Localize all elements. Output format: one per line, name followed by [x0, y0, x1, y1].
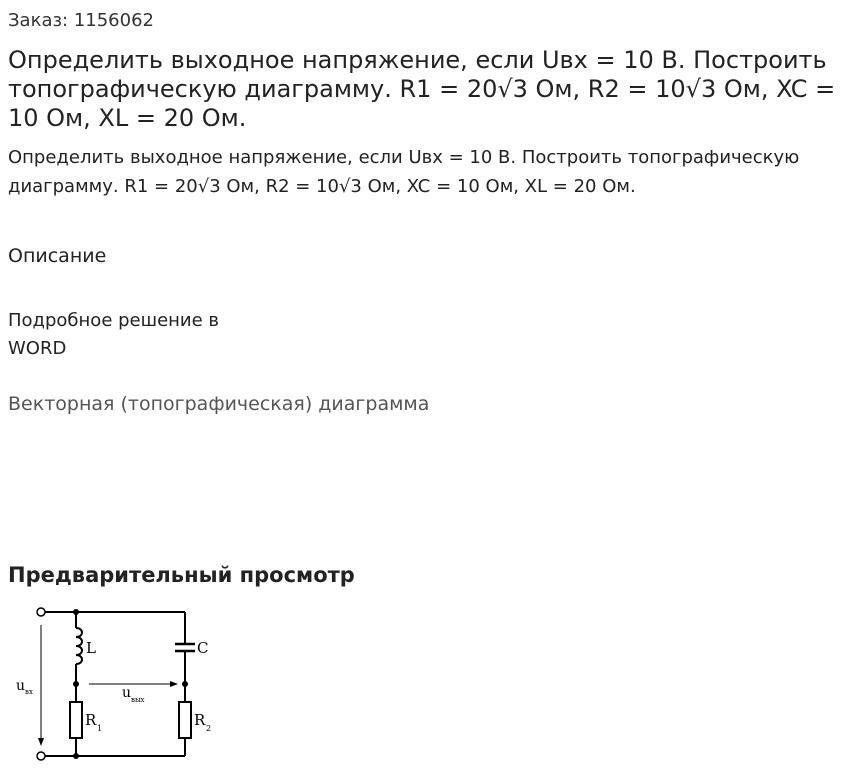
- label-R2-sub: 2: [206, 724, 212, 733]
- inductor-L: [76, 628, 82, 664]
- label-uin: u: [16, 678, 26, 694]
- junction-mid-right: [182, 681, 188, 687]
- label-uout: u: [122, 685, 132, 701]
- junction-top-left: [73, 609, 79, 615]
- solution-note: Подробное решение в WORD: [8, 310, 220, 359]
- order-number: Заказ: 1156062: [8, 10, 154, 31]
- preview-heading: Предварительный просмотр: [8, 563, 355, 587]
- label-R1: R: [85, 711, 97, 729]
- vector-diagram-link[interactable]: Векторная (топографическая) диаграмма: [8, 393, 430, 415]
- input-voltage-arrowhead: [38, 738, 44, 746]
- label-L: L: [86, 639, 96, 657]
- description-section-label: Описание: [8, 245, 107, 267]
- input-terminal-bottom: [37, 752, 45, 760]
- resistor-R2: [179, 702, 191, 738]
- resistor-R1: [70, 702, 82, 738]
- junction-mid-left: [73, 681, 79, 687]
- label-uout-sub: вых: [131, 696, 145, 704]
- label-C: C: [197, 639, 209, 657]
- label-R1-sub: 1: [97, 724, 103, 733]
- label-R2: R: [194, 711, 206, 729]
- output-voltage-arrowhead: [170, 681, 178, 687]
- label-uin-sub: вх: [25, 688, 33, 696]
- page-title: Определить выходное напряжение, если Uвх = 10 В. Построить топографическую диаграмму. R1 = 20√3 Ом, R2 = 10√3 Ом, XC = 10 Ом, XL = 20 Ом.: [8, 46, 836, 132]
- task-description: Определить выходное напряжение, если Uвх = 10 В. Построить топографическую диаграмму. R1 = 20√3 Ом, R2 = 10√3 Ом, XC = 10 Ом, XL = 20 Ом.: [8, 147, 800, 197]
- input-terminal-top: [37, 608, 45, 616]
- circuit-diagram: [0, 595, 240, 773]
- junction-bottom-left: [73, 753, 79, 759]
